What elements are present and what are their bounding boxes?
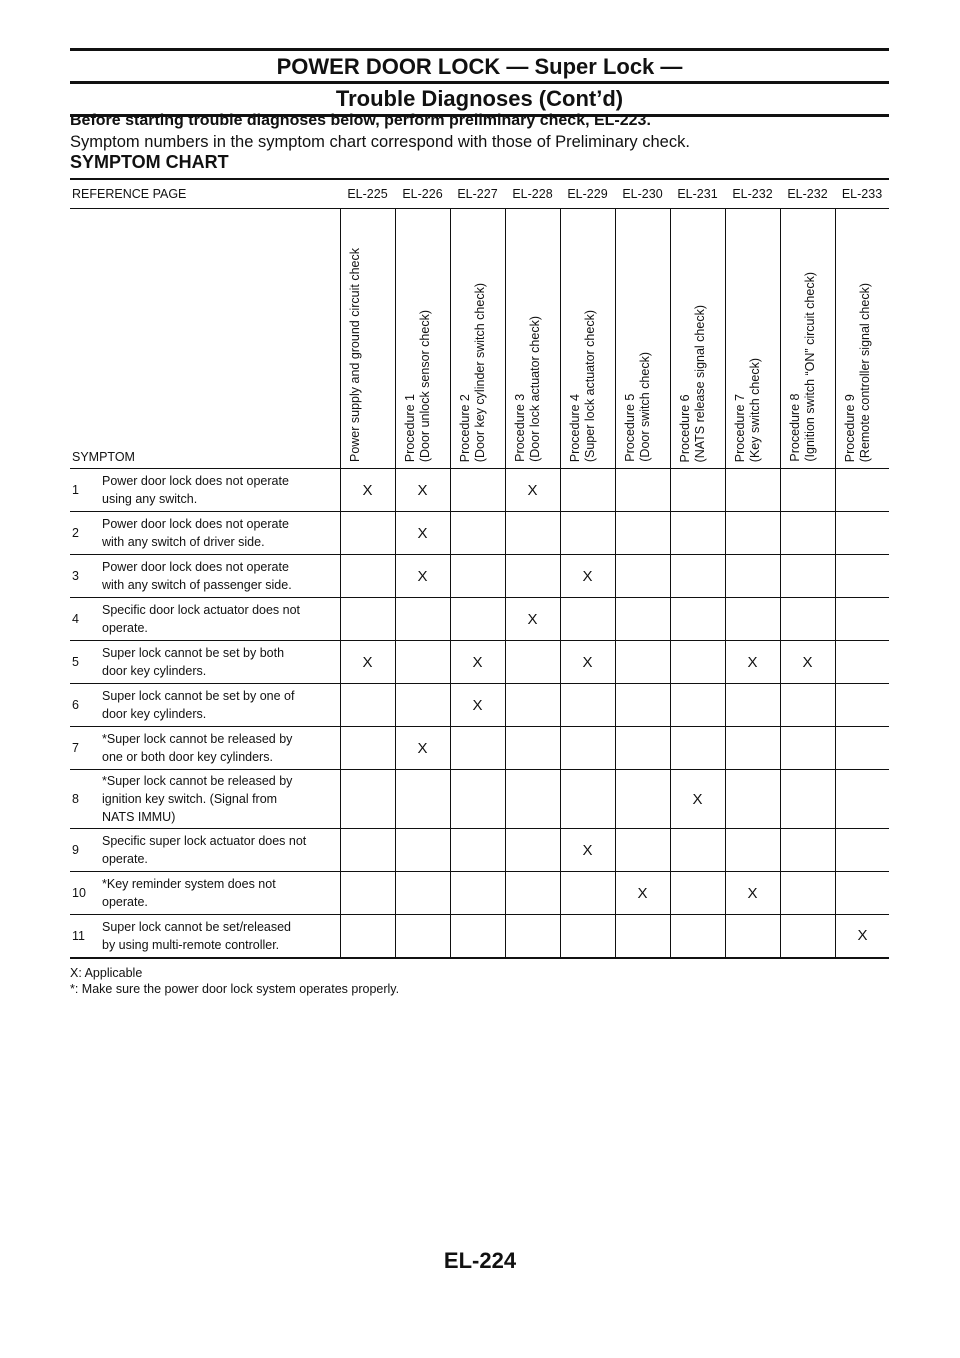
procedure-header-cell [395,209,450,469]
applicable-mark [670,598,725,641]
applicable-mark [615,555,670,598]
applicable-mark [340,727,395,770]
procedure-header-cell [670,209,725,469]
applicable-mark [725,829,780,872]
reference-page-row [70,179,889,209]
procedure-header-cell [560,209,615,469]
applicable-mark: X [780,641,835,684]
applicable-mark [670,641,725,684]
chart-title: SYMPTOM CHART [70,152,229,172]
procedure-header-cell [615,209,670,469]
applicable-mark [725,727,780,770]
procedure-header-label: Procedure 4 (Super lock actuator check) [567,309,597,462]
applicable-mark [835,512,889,555]
legend-applicable: X: Applicable [70,966,143,980]
applicable-mark [835,872,889,915]
applicable-mark [725,684,780,727]
applicable-mark [725,555,780,598]
applicable-mark [780,727,835,770]
symptom-text: Super lock cannot be set by both door key cylinders. [102,646,285,678]
applicable-mark [780,915,835,958]
symptom-description [100,727,340,770]
applicable-mark: X [340,641,395,684]
applicable-mark [340,770,395,829]
applicable-mark [450,770,505,829]
symptom-number: 10 [70,872,100,915]
applicable-mark [615,512,670,555]
applicable-mark [835,770,889,829]
applicable-mark [395,684,450,727]
symptom-description [100,829,340,872]
procedure-header-wrap [561,209,615,468]
applicable-mark [395,829,450,872]
applicable-mark [450,555,505,598]
applicable-mark [560,872,615,915]
symptom-number: 4 [70,598,100,641]
applicable-mark [835,469,889,512]
applicable-mark [450,829,505,872]
applicable-mark [670,915,725,958]
applicable-mark [340,915,395,958]
reference-page-cell: EL-232 [725,179,780,209]
symptom-text: Super lock cannot be set by one of door key cylinders. [102,689,295,721]
procedure-header-cell [505,209,560,469]
symptom-header-cell [70,209,340,469]
applicable-mark [835,555,889,598]
applicable-mark [505,555,560,598]
procedure-header-label: Procedure 2 (Door key cylinder switch check) [457,282,487,462]
reference-page-cell: EL-229 [560,179,615,209]
applicable-mark [780,770,835,829]
legend-note: *: Make sure the power door lock system operates properly. [70,982,400,996]
applicable-mark [615,915,670,958]
symptom-row [70,915,889,958]
reference-page-label: REFERENCE PAGE [70,179,340,209]
applicable-mark [505,915,560,958]
applicable-mark [670,469,725,512]
applicable-mark: X [450,641,505,684]
symptom-row [70,598,889,641]
procedure-header-label: Power supply and ground circuit check [347,247,362,462]
applicable-mark [780,598,835,641]
applicable-mark: X [395,727,450,770]
reference-page-cell: EL-233 [835,179,889,209]
applicable-mark [505,684,560,727]
procedure-header-label: Procedure 1 (Door unlock sensor check) [402,309,432,462]
applicable-mark [340,555,395,598]
applicable-mark [560,598,615,641]
reference-page-cell: EL-225 [340,179,395,209]
applicable-mark [505,641,560,684]
applicable-mark [780,512,835,555]
symptom-text: *Super lock cannot be released by ignition key switch. (Signal from NATS IMMU) [102,774,293,824]
symptom-number: 3 [70,555,100,598]
applicable-mark [450,598,505,641]
symptom-text: *Key reminder system does not operate. [102,877,276,909]
applicable-mark [395,872,450,915]
applicable-mark: X [505,598,560,641]
procedure-header-wrap [836,209,890,468]
applicable-mark: X [340,469,395,512]
header-title: POWER DOOR LOCK — Super Lock — [276,54,683,79]
page-header [70,48,889,117]
symptom-number: 5 [70,641,100,684]
reference-page-cell: EL-231 [670,179,725,209]
symptom-text: Power door lock does not operate using any switch. [102,474,289,506]
applicable-mark [340,512,395,555]
applicable-mark [835,684,889,727]
applicable-mark [615,641,670,684]
symptom-chart-table [70,178,889,959]
reference-page-cell: EL-226 [395,179,450,209]
applicable-mark [395,770,450,829]
procedure-header-label: Procedure 6 (NATS release signal check) [677,304,707,462]
procedure-header-wrap [341,209,395,468]
procedure-header-cell [340,209,395,469]
reference-page-cell: EL-232 [780,179,835,209]
procedure-header-wrap [396,209,450,468]
procedure-header-label: Procedure 3 (Door lock actuator check) [512,316,542,462]
applicable-mark [340,598,395,641]
applicable-mark [505,829,560,872]
applicable-mark [725,469,780,512]
applicable-mark [450,727,505,770]
applicable-mark [395,915,450,958]
applicable-mark [560,469,615,512]
applicable-mark: X [725,872,780,915]
procedure-header-cell [835,209,889,469]
applicable-mark [450,512,505,555]
applicable-mark [780,555,835,598]
procedure-header-wrap [781,209,835,468]
applicable-mark: X [395,512,450,555]
procedure-header-cell [725,209,780,469]
applicable-mark: X [395,469,450,512]
procedure-header-wrap [506,209,560,468]
applicable-mark [725,598,780,641]
applicable-mark [780,469,835,512]
applicable-mark [615,727,670,770]
applicable-mark [835,829,889,872]
symptom-row [70,770,889,829]
header-rule [70,48,889,51]
applicable-mark [505,770,560,829]
applicable-mark [615,684,670,727]
applicable-mark: X [560,555,615,598]
symptom-description [100,641,340,684]
procedure-header-wrap [616,209,670,468]
symptom-number: 2 [70,512,100,555]
symptom-text: Specific super lock actuator does not operate. [102,834,307,866]
symptom-row [70,727,889,770]
symptom-text: Power door lock does not operate with any switch of driver side. [102,517,289,549]
applicable-mark [450,469,505,512]
reference-page-cell: EL-227 [450,179,505,209]
applicable-mark [835,641,889,684]
applicable-mark [725,770,780,829]
symptom-row [70,512,889,555]
applicable-mark: X [560,641,615,684]
reference-page-cell: EL-230 [615,179,670,209]
applicable-mark: X [835,915,889,958]
procedure-header-label: Procedure 5 (Door switch check) [622,352,652,462]
applicable-mark [505,512,560,555]
applicable-mark: X [450,684,505,727]
symptom-number: 9 [70,829,100,872]
applicable-mark [670,872,725,915]
procedure-header-label: Procedure 8 (Ignition switch “ON” circuit check) [787,272,817,462]
symptom-row [70,829,889,872]
applicable-mark [670,727,725,770]
applicable-mark [395,641,450,684]
symptom-description [100,555,340,598]
symptom-row [70,555,889,598]
applicable-mark [725,512,780,555]
symptom-number: 7 [70,727,100,770]
applicable-mark [560,512,615,555]
applicable-mark [340,684,395,727]
procedure-header-label: Procedure 9 (Remote controller signal check) [842,282,872,462]
symptom-description [100,872,340,915]
symptom-number-note: Symptom numbers in the symptom chart correspond with those of Preliminary check. [70,133,690,151]
symptom-description [100,512,340,555]
applicable-mark [670,555,725,598]
symptom-text: Power door lock does not operate with any switch of passenger side. [102,560,292,592]
applicable-mark: X [395,555,450,598]
symptom-label: SYMPTOM [72,450,135,464]
symptom-row [70,872,889,915]
symptom-number: 8 [70,770,100,829]
procedure-header-cell [780,209,835,469]
applicable-mark [780,684,835,727]
applicable-mark [505,727,560,770]
applicable-mark [560,915,615,958]
page-number: EL-224 [443,1248,517,1273]
applicable-mark [670,684,725,727]
applicable-mark [395,598,450,641]
symptom-row [70,641,889,684]
procedure-header-wrap [726,209,780,468]
applicable-mark: X [505,469,560,512]
symptom-description [100,684,340,727]
procedure-header-wrap [451,209,505,468]
symptom-description [100,915,340,958]
applicable-mark [615,598,670,641]
applicable-mark [615,770,670,829]
applicable-mark [505,872,560,915]
symptom-row [70,684,889,727]
applicable-mark [615,469,670,512]
preliminary-check-note: Before starting trouble diagnoses below, perform preliminary check, EL-223. [70,112,651,129]
applicable-mark [780,829,835,872]
symptom-description [100,770,340,829]
applicable-mark [560,684,615,727]
symptom-description [100,598,340,641]
symptom-row [70,469,889,512]
symptom-description [100,469,340,512]
applicable-mark [450,872,505,915]
applicable-mark: X [725,641,780,684]
procedure-header-row [70,209,889,469]
applicable-mark [340,872,395,915]
reference-page-cell: EL-228 [505,179,560,209]
symptom-text: Specific door lock actuator does not operate. [102,603,301,635]
applicable-mark [780,872,835,915]
procedure-header-cell [450,209,505,469]
applicable-mark [450,915,505,958]
applicable-mark: X [615,872,670,915]
symptom-text: Super lock cannot be set/released by using multi-remote controller. [102,919,292,952]
applicable-mark [615,829,670,872]
symptom-text: *Super lock cannot be released by one or both door key cylinders. [102,732,293,764]
applicable-mark [670,829,725,872]
applicable-mark: X [560,829,615,872]
symptom-number: 6 [70,684,100,727]
procedure-header-wrap [671,209,725,468]
procedure-header-label: Procedure 7 (Key switch check) [732,357,762,462]
applicable-mark [835,727,889,770]
applicable-mark [725,915,780,958]
applicable-mark [340,829,395,872]
symptom-number: 1 [70,469,100,512]
applicable-mark: X [670,770,725,829]
header-subtitle: Trouble Diagnoses (Cont’d) [335,86,624,111]
applicable-mark [835,598,889,641]
applicable-mark [670,512,725,555]
applicable-mark [560,727,615,770]
symptom-number: 11 [70,915,100,958]
applicable-mark [560,770,615,829]
